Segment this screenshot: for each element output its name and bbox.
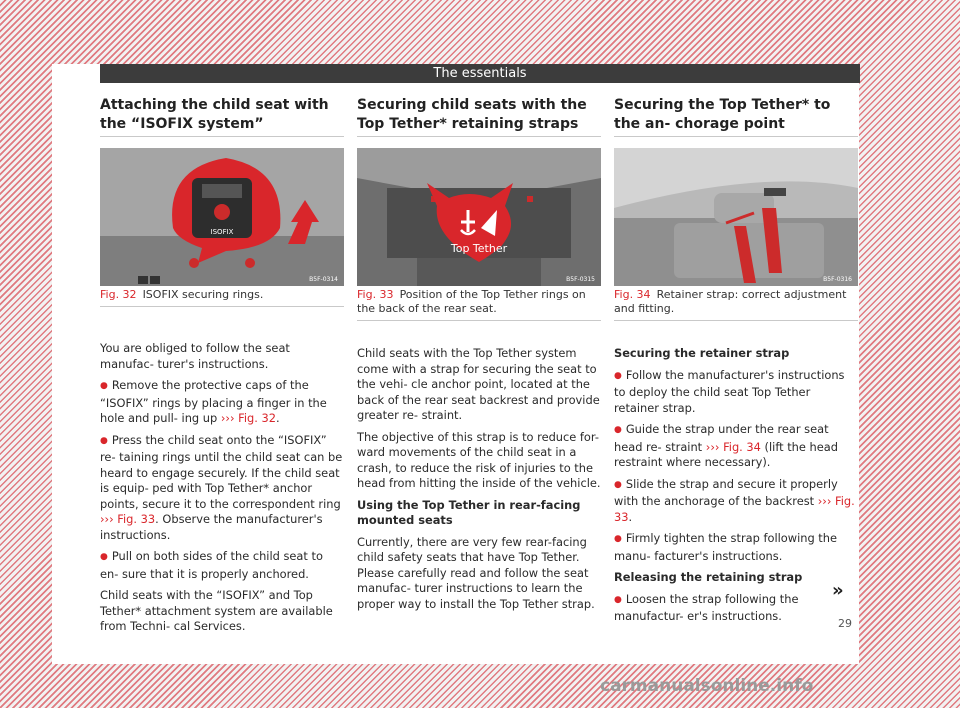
figure-code: B5F-0316 bbox=[823, 276, 852, 283]
paragraph: Currently, there are very few rear-facing child safety seats that have Top Tether. Please carefully read and follow the seat manufac- turer instructions to learn the proper way to install the Top Tether strap. bbox=[357, 534, 595, 611]
figure-anchorage bbox=[614, 148, 858, 286]
column-top-tether bbox=[357, 96, 601, 611]
figure-code: B5F-0315 bbox=[566, 276, 595, 283]
bullet-item: ● Slide the strap and secure it properly with the anchorage of the backrest ››› Fig. 33. bbox=[614, 477, 858, 526]
page-number: 29 bbox=[838, 617, 852, 630]
caption-text: Retainer strap: correct adjustment and fitting. bbox=[614, 288, 847, 315]
bullet-item: ● Follow the manufacturer's instructions to deploy the child seat Top Tether retainer strap. bbox=[614, 368, 858, 417]
column-isofix bbox=[100, 96, 344, 633]
subheading: Securing the retainer strap bbox=[614, 346, 790, 360]
heading-top-tether: Securing child seats with the Top Tether* retaining straps bbox=[357, 96, 601, 137]
isofix-illustration bbox=[100, 148, 344, 286]
continue-icon: » bbox=[832, 580, 844, 601]
anchorage-illustration bbox=[614, 148, 858, 286]
heading-isofix: Attaching the child seat with the “ISOFIX system” bbox=[100, 96, 344, 137]
column-anchorage bbox=[614, 96, 858, 623]
fig-ref-link[interactable]: ››› Fig. 32 bbox=[220, 411, 276, 425]
caption-fig33 bbox=[357, 288, 601, 321]
fig-ref-link[interactable]: ››› Fig. 34 bbox=[705, 439, 761, 454]
bullet-item: ● Remove the protective caps of the “ISOFIX” rings by placing a finger in the hole and pull- ing up ››› Fig. 32. bbox=[100, 378, 344, 427]
bullet-item: ● Firmly tighten the strap following the manu- facturer's instructions. bbox=[614, 531, 858, 564]
subheading: Using the Top Tether in rear-facing mounted seats bbox=[357, 497, 581, 527]
bullet-item: ● Loosen the strap following the manufactur- er's instructions. bbox=[614, 592, 858, 625]
paragraph: Child seats with the Top Tether system come with a strap for securing the seat to the vehi- cle anchor point, located at the back of the rear seat backrest and provide greater re- straint. bbox=[357, 346, 600, 422]
watermark: carmanualsonline.info bbox=[600, 676, 814, 696]
section-header: The essentials bbox=[100, 64, 860, 83]
fig-number: Fig. 33 bbox=[357, 288, 394, 301]
bullet-item: ● Guide the strap under the rear seat head re- straint ››› Fig. 34 (lift the head restraint where necessary). bbox=[614, 422, 858, 471]
bullet-item: ● Press the child seat onto the “ISOFIX” re- taining rings until the child seat can be heard to engage securely. If the child seat is equip- ped with Top Tether* anchor points, secure it to the correspondent ring ››› Fig. 33. Observe the manufacturer's instructions. bbox=[100, 433, 344, 544]
bullet-item: ● Pull on both sides of the child seat to en- sure that it is properly anchored. bbox=[100, 549, 344, 582]
caption-fig32 bbox=[100, 288, 344, 307]
paragraph: You are obliged to follow the seat manufac- turer's instructions. bbox=[100, 341, 290, 371]
figure-isofix bbox=[100, 148, 344, 286]
paragraph: Child seats with the “ISOFIX” and Top Tether* attachment system are available from Techni- cal Services. bbox=[100, 588, 333, 633]
heading-anchorage: Securing the Top Tether* to the an- chorage point bbox=[614, 96, 858, 137]
subheading: Releasing the retaining strap bbox=[614, 570, 803, 584]
fig-number: Fig. 32 bbox=[100, 288, 137, 301]
fig-ref-link[interactable]: ››› Fig. 33 bbox=[614, 494, 855, 524]
caption-text: Position of the Top Tether rings on the back of the rear seat. bbox=[357, 288, 586, 315]
caption-fig34 bbox=[614, 288, 858, 321]
top-tether-figure-label: Top Tether bbox=[450, 242, 508, 255]
caption-text: ISOFIX securing rings. bbox=[142, 288, 264, 301]
figure-top-tether bbox=[357, 148, 601, 286]
paragraph: The objective of this strap is to reduce for- ward movements of the child seat in a crash, to reduce the risk of injuries to the head from hitting the inside of the vehicle. bbox=[357, 429, 601, 490]
isofix-figure-label: ISOFIX bbox=[210, 228, 234, 236]
fig-number: Fig. 34 bbox=[614, 288, 651, 301]
body-top-tether bbox=[357, 346, 601, 618]
fig-ref-link[interactable]: ››› Fig. 33 bbox=[100, 512, 156, 526]
body-anchorage bbox=[614, 346, 858, 631]
body-isofix bbox=[100, 341, 344, 641]
top-tether-illustration bbox=[357, 148, 601, 286]
figure-code: B5F-0314 bbox=[309, 276, 338, 283]
